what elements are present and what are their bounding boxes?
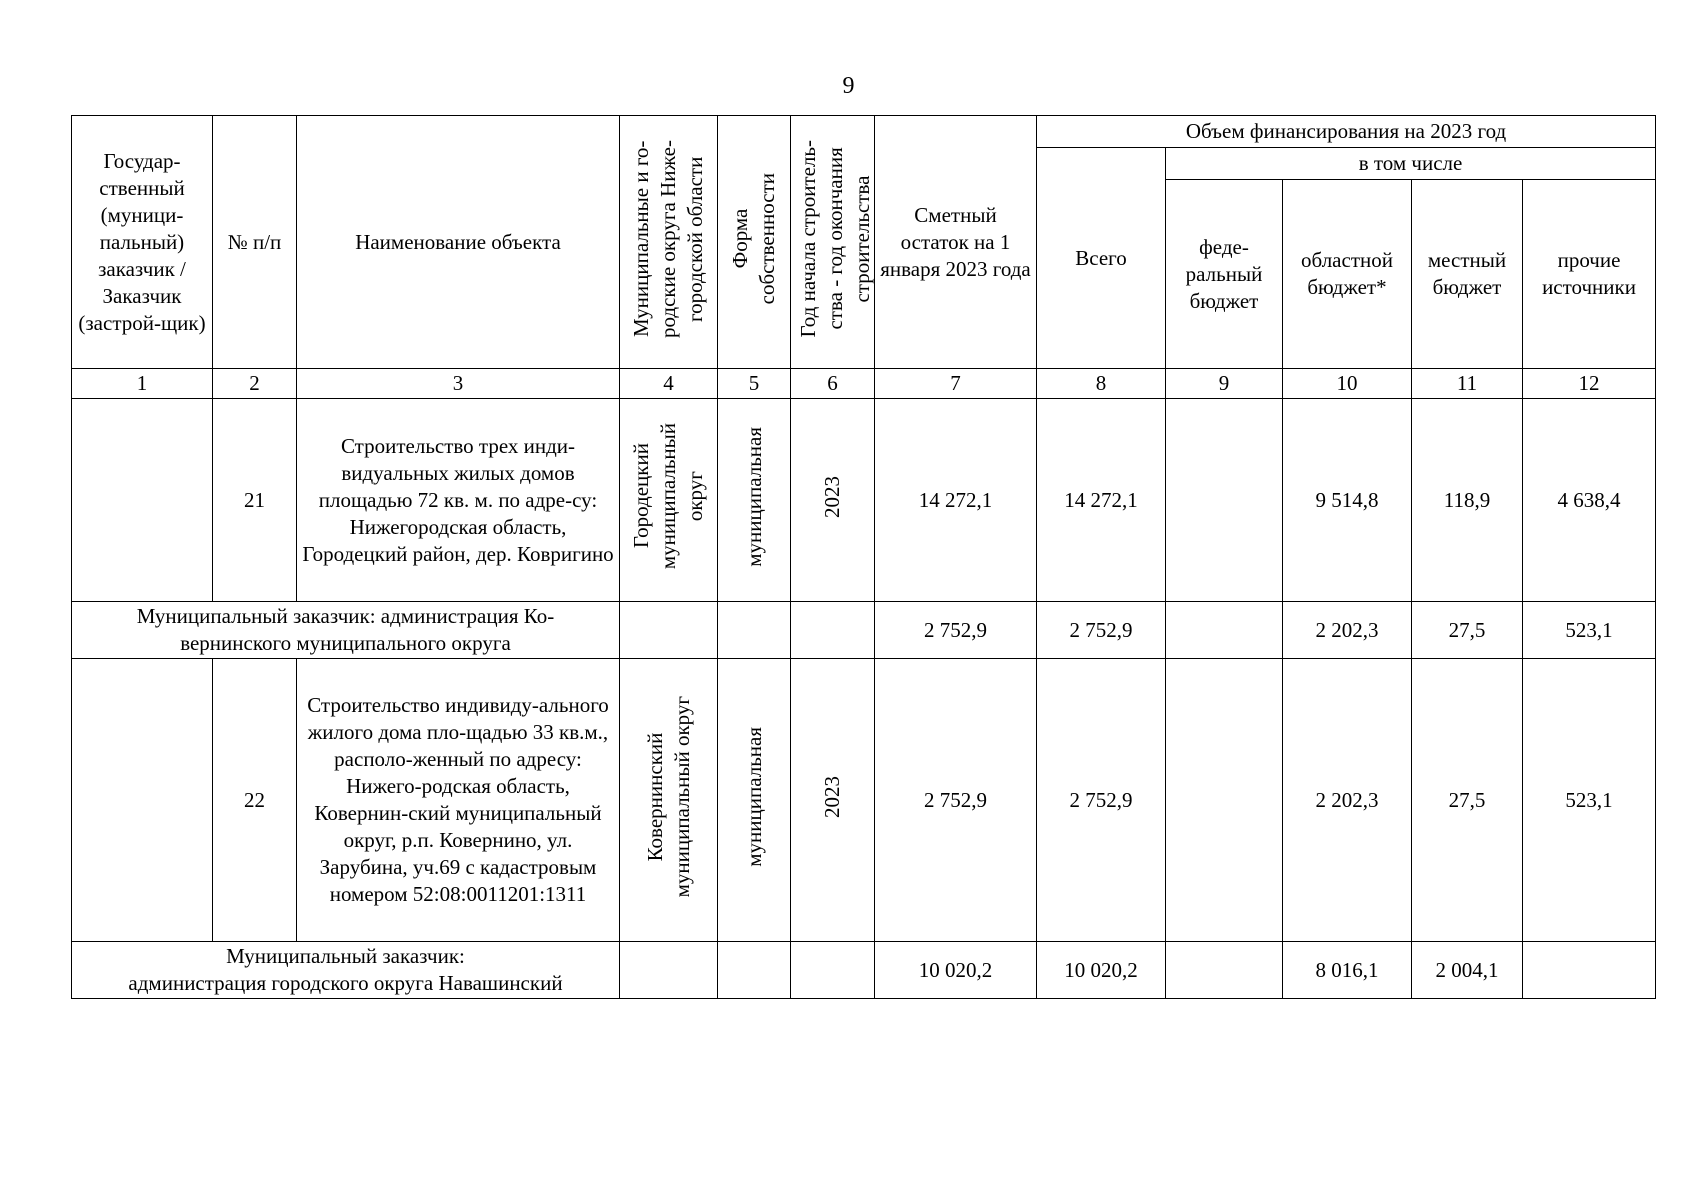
row-local: 27,5 xyxy=(1412,602,1523,659)
header-years-line-2: ства - год окончания xyxy=(823,147,847,330)
row-ownership-text: муниципальная xyxy=(741,726,766,867)
row-years xyxy=(791,399,875,602)
header-districts-line-2: родские округа Ниже- xyxy=(656,139,680,338)
row-federal xyxy=(1166,659,1283,942)
row-ownership xyxy=(718,399,791,602)
row-district xyxy=(620,399,718,602)
customer-total-row xyxy=(72,602,1656,659)
row-total: 2 752,9 xyxy=(1037,602,1166,659)
column-number: 2 xyxy=(213,369,297,399)
row-customer xyxy=(72,399,213,602)
column-number: 8 xyxy=(1037,369,1166,399)
row-other: 4 638,4 xyxy=(1523,399,1656,602)
header-districts-line-3: городской области xyxy=(683,155,707,322)
row-district-line-1: Городецкий xyxy=(629,443,653,550)
header-years xyxy=(791,116,875,369)
row-total: 2 752,9 xyxy=(1037,659,1166,942)
row-total: 10 020,2 xyxy=(1037,942,1166,999)
column-number: 9 xyxy=(1166,369,1283,399)
row-object-name: Строительство индивиду-ального жилого дома пло-щадью 33 кв.м., располо-женный по адресу: Нижего-родская область, Ковернин-ский муниципальный округ, р.п. Ковернино, ул. Зарубина, уч.69 с кадастровым номером 52:08:0011201:1311 xyxy=(297,659,620,942)
empty-cell xyxy=(620,602,718,659)
row-other: 523,1 xyxy=(1523,602,1656,659)
row-years-text: 2023 xyxy=(820,475,844,518)
row-object-name: Строительство трех инди-видуальных жилых домов площадью 72 кв. м. по адре-су: Нижегородская область, Городецкий район, дер. Ковригино xyxy=(297,399,620,602)
header-ownership-line-2: собственности xyxy=(755,172,779,305)
column-number: 6 xyxy=(791,369,875,399)
header-object-name: Наименование объекта xyxy=(297,116,620,369)
customer-total-label xyxy=(72,942,620,999)
header-years-line-1: Год начала строитель- xyxy=(796,139,820,338)
row-district-line-2: муниципальный xyxy=(656,423,680,570)
header-ownership xyxy=(718,116,791,369)
header-ownership-line-1: Форма xyxy=(728,208,752,269)
column-number: 3 xyxy=(297,369,620,399)
header-federal: феде-ральный бюджет xyxy=(1166,180,1283,369)
row-regional: 9 514,8 xyxy=(1283,399,1412,602)
row-other: 523,1 xyxy=(1523,659,1656,942)
column-number: 4 xyxy=(620,369,718,399)
header-row-1 xyxy=(72,116,1656,148)
header-total: Всего xyxy=(1037,148,1166,369)
row-district xyxy=(620,659,718,942)
customer-total-label: Муниципальный заказчик: администрация Ко-вернинского муниципального округа xyxy=(72,602,620,659)
empty-cell xyxy=(718,942,791,999)
column-number: 7 xyxy=(875,369,1037,399)
header-regional: областной бюджет* xyxy=(1283,180,1412,369)
financing-table xyxy=(71,115,1656,999)
row-federal xyxy=(1166,942,1283,999)
customer-total-row xyxy=(72,942,1656,999)
column-number: 1 xyxy=(72,369,213,399)
row-regional: 8 016,1 xyxy=(1283,942,1412,999)
row-ownership xyxy=(718,659,791,942)
row-federal xyxy=(1166,602,1283,659)
column-numbers-row xyxy=(72,369,1656,399)
header-districts xyxy=(620,116,718,369)
row-years-text: 2023 xyxy=(820,775,844,818)
row-district-line-2: муниципальный округ xyxy=(669,695,694,898)
row-balance: 2 752,9 xyxy=(875,602,1037,659)
header-funding: Объем финансирования на 2023 год xyxy=(1037,116,1656,148)
header-including: в том числе xyxy=(1166,148,1656,180)
empty-cell xyxy=(791,942,875,999)
row-regional: 2 202,3 xyxy=(1283,602,1412,659)
header-years-line-3: строительства xyxy=(850,174,874,302)
empty-cell xyxy=(718,602,791,659)
empty-cell xyxy=(620,942,718,999)
row-years xyxy=(791,659,875,942)
row-regional: 2 202,3 xyxy=(1283,659,1412,942)
column-number: 11 xyxy=(1412,369,1523,399)
row-district-line-3: округ xyxy=(683,471,707,522)
row-balance: 14 272,1 xyxy=(875,399,1037,602)
empty-cell xyxy=(791,602,875,659)
header-districts-line-1: Муниципальные и го- xyxy=(629,140,653,337)
row-customer xyxy=(72,659,213,942)
customer-total-line-1: Муниципальный заказчик: xyxy=(226,944,465,968)
header-num: № п/п xyxy=(213,116,297,369)
column-number: 12 xyxy=(1523,369,1656,399)
header-balance: Сметный остаток на 1 января 2023 года xyxy=(875,116,1037,369)
row-local: 118,9 xyxy=(1412,399,1523,602)
table-row xyxy=(72,659,1656,942)
header-local: местный бюджет xyxy=(1412,180,1523,369)
customer-total-line-2: администрация городского округа Навашинский xyxy=(128,971,563,995)
table-row xyxy=(72,399,1656,602)
row-total: 14 272,1 xyxy=(1037,399,1166,602)
row-other xyxy=(1523,942,1656,999)
row-num: 22 xyxy=(213,659,297,942)
row-balance: 2 752,9 xyxy=(875,659,1037,942)
header-other: прочие источники xyxy=(1523,180,1656,369)
page-number: 9 xyxy=(842,73,855,99)
row-balance: 10 020,2 xyxy=(875,942,1037,999)
row-ownership-text: муниципальная xyxy=(741,426,766,567)
row-local: 2 004,1 xyxy=(1412,942,1523,999)
row-num: 21 xyxy=(213,399,297,602)
header-customer: Государ-ственный (муници-пальный) заказчик / Заказчик (застрой-щик) xyxy=(72,116,213,369)
row-district-line-1: Ковернинский xyxy=(642,732,667,861)
row-local: 27,5 xyxy=(1412,659,1523,942)
column-number: 5 xyxy=(718,369,791,399)
column-number: 10 xyxy=(1283,369,1412,399)
row-federal xyxy=(1166,399,1283,602)
